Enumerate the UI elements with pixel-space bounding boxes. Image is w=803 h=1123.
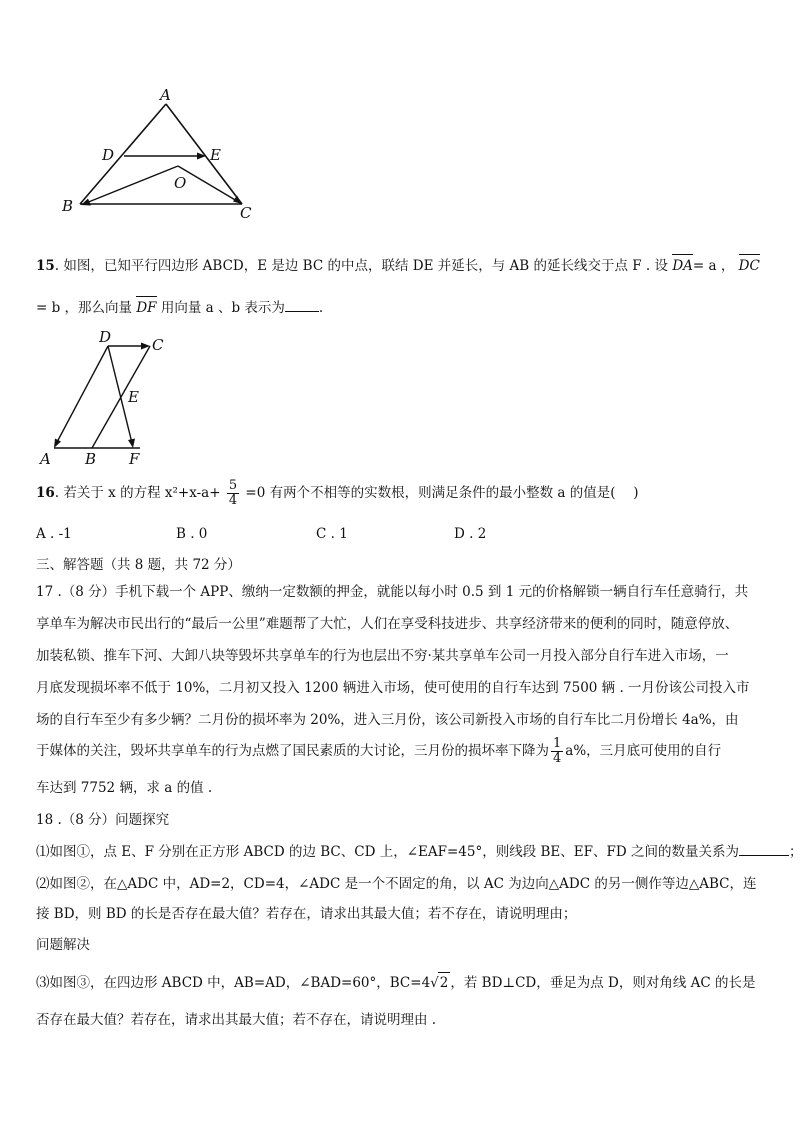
section-3-title: 三、解答题（共 8 题，共 72 分） [36, 557, 241, 573]
q18-part3-after: ，若 BD⊥CD，垂足为点 D，则对角线 AC 的长是 [450, 975, 756, 991]
q15-number: 15 [36, 258, 55, 274]
q15-eq-b: = b ，那么向量 [36, 300, 133, 316]
q18-answer-blank[interactable] [739, 843, 789, 856]
label-e: E [128, 388, 139, 406]
label-e: E [210, 146, 221, 164]
vector-da [56, 346, 108, 444]
q18-header: 18 .（8 分）问题探究 [36, 812, 170, 828]
sqrt-radicand: 2 [438, 972, 451, 993]
q17-line3: 加装私锁、推车下河、大卸八块等毁坏共享单车的行为也层出不穷·某共享单车公司一月投入部分自行车进入市场，一 [36, 648, 729, 664]
segment-oc [178, 166, 242, 204]
q16-number: 16 [36, 485, 55, 501]
parallelogram-figure [36, 330, 176, 468]
q16-fraction [227, 479, 239, 508]
q18-part1-end: ； [789, 844, 803, 860]
q17-line1: 17 .（8 分）手机下载一个 APP、缴纳一定数额的押金，就能以每小时 0.5 到 1 元的价格解锁一辆自行车任意骑行，共 [36, 584, 749, 600]
q16-text-after: =0 有两个不相等的实数根，则满足条件的最小整数 a 的值是( ) [245, 485, 639, 501]
fraction-denominator: 4 [228, 493, 238, 508]
q15-line1 [36, 252, 758, 276]
vector-oc-arrowhead [233, 196, 242, 205]
q16-option-c[interactable]: C . 1 [316, 526, 348, 542]
sqrt-symbol: √ [430, 975, 439, 991]
q16-text-before: . 若关于 x 的方程 x²+x-a+ [54, 485, 221, 501]
q15-text-part2: 用向量 a 、b 表示为 [160, 300, 285, 316]
q18-part1-text: ⑴如图①，点 E、F 分别在正方形 ABCD 的边 BC、CD 上，∠EAF=45°，则线段 BE、EF、FD 之间的数量关系为 [36, 844, 739, 860]
q15-answer-blank[interactable] [285, 299, 319, 312]
q15-text-part1: . 如图，已知平行四边形 ABCD，E 是边 BC 的中点，联结 DE 并延长，与 AB 的延长线交于点 F . 设 [54, 258, 669, 274]
vector-df-arrowhead [128, 439, 135, 449]
q17-line2: 享单车为解决市民出行的“最后一公里”难题帮了大忙，人们在享受科技进步、共享经济带来的便利的同时，随意停放、 [36, 616, 739, 632]
label-f: F [129, 450, 140, 468]
label-b: B [62, 197, 74, 215]
q17-line6 [36, 736, 758, 766]
q16-line [36, 478, 758, 508]
q18-part3-before: ⑶如图③，在四边形 ABCD 中，AB=AD，∠BAD=60°，BC=4 [36, 975, 431, 991]
q17-line6-after: a%，三月底可使用的自行 [565, 743, 722, 759]
label-b: B [85, 450, 97, 468]
q18-part1 [36, 842, 803, 862]
q17-line6-before: 于媒体的关注，毁坏共享单车的行为点燃了国民素质的大讨论，三月份的损坏率下降为 [36, 743, 549, 759]
q17-fraction [551, 737, 563, 766]
q17-line7: 车达到 7752 辆，求 a 的值 . [36, 780, 213, 796]
label-c: C [152, 336, 164, 354]
q18-part3-line2: 否存在最大值？若存在，请求出其最大值；若不存在，请说明理由 . [36, 1012, 437, 1028]
vector-dc: DC [739, 252, 760, 276]
q18-part2-line1: ⑵如图②，在△ADC 中，AD=2，CD=4，∠ADC 是一个不固定的角，以 AC 为边向△ADC 的另一侧作等边△ABC，连 [36, 876, 757, 892]
q16-option-a[interactable]: A . -1 [36, 526, 72, 542]
vector-da: DA [672, 252, 693, 276]
q18-part2-line2: 接 BD，则 BD 的长是否存在最大值？若存在，请求出其最大值；若不存在，请说明理由； [36, 906, 577, 922]
q16-option-b[interactable]: B . 0 [176, 526, 208, 542]
q15-end: . [318, 300, 324, 316]
q15-line2 [36, 294, 758, 318]
label-o: O [174, 174, 187, 192]
q15-eq-a: = a ， [692, 258, 735, 274]
fraction-denominator: 4 [553, 751, 562, 766]
triangle-figure [56, 86, 266, 226]
q18-subheader: 问题解决 [36, 937, 90, 953]
q17-line5: 场的自行车至少有多少辆？二月份的损坏率为 20%，进入三月份，该公司新投入市场的自行车比二月份增长 4a%，由 [36, 712, 739, 728]
label-d: D [99, 328, 112, 346]
label-a: A [160, 86, 171, 104]
q18-part3-line1 [36, 972, 758, 993]
fraction-numerator: 5 [228, 478, 238, 493]
vector-df: DF [136, 294, 156, 318]
vector-da-arrowhead [54, 439, 61, 449]
fraction-numerator: 1 [553, 736, 562, 751]
segment-ab [80, 104, 166, 204]
vector-ob [86, 166, 178, 203]
label-a: A [40, 450, 51, 468]
q17-line4: 月底发现损坏率不低于 10%，二月初又投入 1200 辆进入市场，使可使用的自行车达到 7500 辆 . 一月份该公司投入市 [36, 680, 750, 696]
q16-option-d[interactable]: D . 2 [454, 526, 487, 542]
label-d: D [102, 146, 115, 164]
label-c: C [240, 204, 252, 222]
